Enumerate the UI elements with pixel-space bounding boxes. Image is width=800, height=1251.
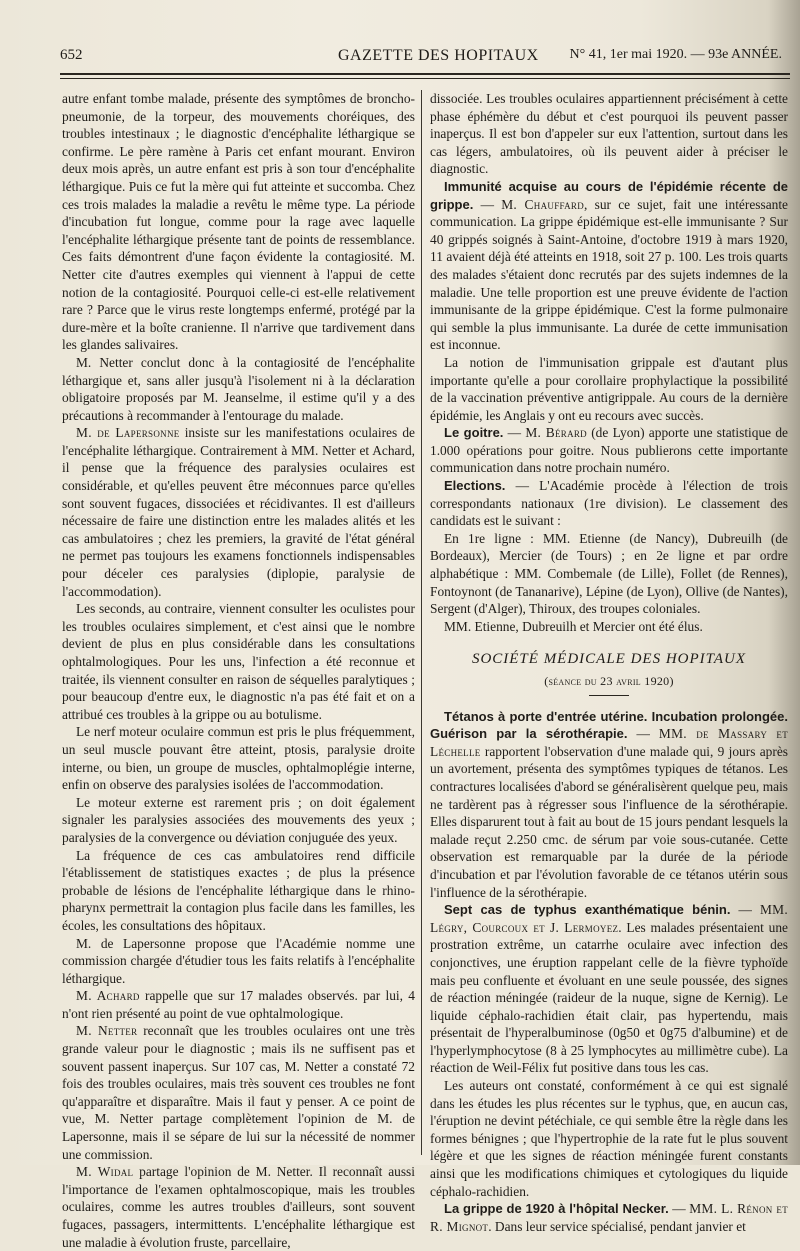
paragraph-text: . Les malades présentaient une prostration extrême, un catarrhe oculaire avec infection des conjonctives, une éruption rappelant celle de la fièvre typhoïde mais peu confluente et évoluant en une seule poussée, des signes de réaction méningée (raideur de la nuque, signe de Kernig). Le liquide céphalo-rachidien était clair, pas hypertendu, mais présentait de l'hyperalbuminose (0g50 et 0g75 d'albumine) et de l'hyperlymphocytose (8 à 25 lymphocytes au millimètre cube). La réaction de Weil-Félix fut positive dans tous les cas. (430, 919, 788, 1076)
right-paragraph-3: La notion de l'immunisation grippale est d'autant plus importante qu'elle a pour corollaire prophylactique la possibilité de la vaccination préventive antigrippale. Au cours de la dernière épidémie, les Anglais y ont eu recours avec succès. (430, 354, 788, 423)
run-in-heading: Tétanos à porte d'entrée utérine. Incubation prolongée. Guérison par la sérothérapie. (430, 708, 788, 742)
right-paragraph-9: Sept cas de typhus exanthématique bénin. — MM. Légry, Courcoux et J. Lermoyez. Les malades présentaient une prostration extrême, un catarrhe oculaire avec infection des conjonctives, une éruption rappelant celle de la fièvre typhoïde mais peu confluente et évoluant en une seule poussée, des signes de réaction méningée (raideur de la nuque, signe de Kernig). Le liquide céphalo-rachidien était clair, pas hypertendu, mais présentait de l'hyperalbuminose (0g50 et 0g75 d'albumine) et de l'hyperlymphocytose (8 à 25 lymphocytes au millimètre cube). La réaction de Weil-Félix fut positive dans tous les cas. (430, 902, 788, 1076)
speaker-name: MM. L. Rénon et R. Mignot (430, 1201, 788, 1234)
issue-info: N° 41, 1er mai 1920. — 93e ANNÉE. (569, 47, 782, 62)
speaker-name: M. Achard (76, 988, 140, 1004)
left-paragraph-7: La fréquence de ces cas ambulatoires rend difficile l'établissement de statistiques exactes ; de plus la présence probable de lésions de l'encéphalite léthargique dans le rhino-pharynx permettrait la contagion plus facile dans les familles, les écoles, les consultations des hôpitaux. (62, 847, 415, 933)
paragraph-text: insiste sur les manifestations oculaires de l'encéphalite léthargique. Contrairement à MM. Netter et Achard, il pense que la fréquence des paralysies oculaires est considérable, et qu'elles peuvent être méconnues parce qu'elles sont souvent fugaces, dissociées et récidivantes. Il est d'ailleurs nécessaire de faire une distinction entre les malades alités et les cas ambulatoires ; chez les premiers, la gravité de l'état général ne permet pas toujours les examens fonctionnels indispensables pour déceler ces paralysies (diplopie, paralysie de l'accommodation). (62, 425, 415, 599)
paragraph-text: partage l'opinion de M. Netter. Il reconnaît aussi l'importance de l'examen ophtalmoscopique, mais les troubles oculaires, comme les autres troubles d'ailleurs, sont souvent fugaces, passagers, intermittents. L'encéphalite léthargique est une maladie à évolution fruste, parcellaire, (62, 1164, 415, 1250)
paragraph-text: rappelle que sur 17 malades observés. par lui, 4 n'ont rien présenté au point de vue ophtalmologique. (62, 988, 415, 1021)
left-paragraph-9 (62, 987, 415, 1022)
run-in-heading: La grippe de 1920 à l'hôpital Necker. (444, 1201, 669, 1217)
left-paragraph-5: Le nerf moteur oculaire commun est pris le plus fréquemment, un seul muscle pouvant être atteint, ptosis, paralysie droite interne, ou bien, un groupe de muscles, ophtalmoplégie interne, enfin on observe des paralysies isolées de l'accommodation. (62, 724, 415, 793)
left-paragraph-4: Les seconds, au contraire, viennent consulter les oculistes pour les troubles oculaires simplement, et c'est ainsi que le nombre devient de plus en plus considérable dans les consultations ophtalmologiques. Pour les uns, l'infection a été reconnue et traitée, ils viennent consulter en raison de séquelles paralytiques ; pour beaucoup d'entre eux, le diagnostic n'a pas été fait et on a attribué ces troubles à la grippe ou au botulisme. (62, 601, 415, 722)
left-paragraph-3 (62, 424, 415, 600)
right-paragraph-6: En 1re ligne : MM. Etienne (de Nancy), Dubreuilh (de Bordeaux), Mercier (de Tours) ; en 2e ligne et par ordre alphabétique : MM. Combemale (de Lille), Follet (de Rennes), Fontoynont (de Tananarive), Lépine (de Lyon), Ollive (de Nantes), Sergent (d'Alger), Thiroux, des troupes coloniales. (430, 530, 788, 617)
header-rule-thin (60, 78, 790, 79)
paragraph-text: (de Lyon) apporte une statistique de 1.000 opérations pour goitre. Nous publierons cette importante communication dans notre prochain numéro. (430, 425, 788, 476)
right-column (430, 90, 788, 1235)
run-in-heading: Le goitre. (444, 425, 504, 441)
seance-date: (séance du 23 avril 1920) (544, 674, 674, 688)
left-column (62, 90, 415, 1251)
right-paragraph-11: La grippe de 1920 à l'hôpital Necker. — MM. L. Rénon et R. Mignot. Dans leur service spécialisé, pendant janvier et (430, 1201, 788, 1234)
right-paragraph-10: Les auteurs ont constaté, conformément à ce qui est signalé dans les études les plus récentes sur le typhus, que, en aucun cas, l'éruption ne devint pétéchiale, ce qui semble être la règle dans les formes bénignes ; que l'hypertrophie de la rate fut le plus souvent légère et que les signes de réaction méningée furent constants ainsi que les modifications chimiques et cytologiques du liquide céphalo-rachidien. (430, 1078, 788, 1199)
section-rule (589, 695, 629, 696)
speaker-name: MM. Légry, Courcoux et J. Lermoyez (430, 902, 788, 935)
paragraph-text: . Dans leur service spécialisé, pendant janvier et (488, 1218, 746, 1234)
page-number: 652 (60, 47, 83, 63)
paragraph-text: , sur ce sujet, fait une intéressante communication. La grippe épidémique est-elle immunisante ? Sur 40 grippés soignés à Saint-Antoine, d'octobre 1919 à mars 1920, 11 avaient déjà été atteints en 1918, soit 27 p. 100. Les trois quarts des malades s'étaient donc recrutés par des sujets indemnes de la maladie. Une telle proportion est une preuve évidente de l'action immunisante de la grippe épidémique. C'est la forme pulmonaire qui semble la plus immunisante. La durée de cette immunisation est inconnue. (430, 196, 788, 353)
speaker-name: M. Chauffard (501, 196, 585, 212)
column-divider (421, 90, 422, 1155)
left-paragraph-11 (62, 1163, 415, 1251)
run-in-heading: Immunité acquise au cours de l'épidémie récente de grippe. (430, 178, 788, 212)
section-title: SOCIÉTÉ MÉDICALE DES HOPITAUX (471, 651, 747, 668)
running-header (60, 42, 790, 72)
speaker-name: MM. de Massary et Léchelle (430, 726, 788, 759)
right-paragraph-4: Le goitre. — M. Bérard (de Lyon) apporte une statistique de 1.000 opérations pour goitre. Nous publierons cette importante communication dans notre prochain numéro. (430, 425, 788, 476)
left-paragraph-1: autre enfant tombe malade, présente des symptômes de broncho-pneumonie, de la torpeur, des mouvements choréiques, des troubles intestinaux ; le diagnostic d'encéphalite léthargique se confirme. Le père ramène à Paris cet enfant mourant. Environ deux mois après, un autre enfant est pris à son tour d'encéphalite léthargique. Puis ce fut la mère qui fut atteinte et succomba. Chez ces trois malades la maladie a revêtu le même type. La période d'incubation fut longue, comme pour la rage avec laquelle l'encéphalite léthargique présente tant de points de ressemblance. Ces faits démontrent d'une façon évidente la contagiosité. M. Netter cite d'autres exemples qui viennent à l'appui de cette notion de la contagiosité. Pourquoi celle-ci est-elle relativement rare ? Parce que le virus reste longtemps enfermé, protégé par la dure-mère et la boîte cranienne. Il n'arrive que tardivement dans les glandes salivaires. (62, 91, 415, 353)
right-paragraph-8: Tétanos à porte d'entrée utérine. Incubation prolongée. Guérison par la sérothérapie. — MM. de Massary et Léchelle rapportent l'observation d'une malade qui, 9 jours après un avortement, présenta des symptômes typiques de tétanos. Les contractures localisées d'abord se généralisèrent quelque peu, mais ne tardèrent pas à régresser sous l'influence de la sérothérapie. Elles disparurent tout à fait au bout de 15 jours pendant lesquels la malade reçut 2.250 cmc. de sérum par voie sous-cutanée. Cette observation est remarquable par la durée de la période d'incubation et par l'évolution favorable de ce tétanos utérin sous l'influence de la sérothérapie. (430, 708, 788, 900)
speaker-name: M. Widal (76, 1164, 134, 1180)
speaker-name: M. Bérard (525, 425, 587, 441)
right-paragraph-1: dissociée. Les troubles oculaires appartiennent précisément à cette phase éphémère du début et c'est pourquoi ils peuvent passer inaperçus. Il est bon d'appeler sur eux l'attention, surtout dans les cas légers, ambulatoires, où ils peuvent aider à préciser le diagnostic. (430, 91, 788, 177)
header-rule-thick (60, 73, 790, 75)
left-paragraph-6: Le moteur externe est rarement pris ; on doit également signaler les paralysies associées des mouvements des yeux ; paralysies de la convergence ou déviation conjuguée des yeux. (62, 794, 415, 845)
paragraph-text: — L'Académie procède à l'élection de trois correspondants nationaux (1re division). Le classement des candidats est le suivant : (430, 478, 788, 529)
run-in-heading: Sept cas de typhus exanthématique bénin. (444, 902, 731, 918)
paragraph-text: rapportent l'observation d'une malade qui, 9 jours après un avortement, présenta des symptômes typiques de tétanos. Les contractures localisées d'abord se généralisèrent quelque peu, mais ne tardèrent pas à régresser sous l'influence de la sérothérapie. Elles disparurent tout à fait au bout de 15 jours pendant lesquels la malade reçut 2.250 cmc. de sérum par voie sous-cutanée. Cette observation est remarquable par la durée de la période d'incubation et par l'évolution favorable de ce tétanos utérin sous l'influence de la sérothérapie. (430, 743, 788, 900)
speaker-name: M. de Lapersonne (76, 425, 180, 441)
paragraph-text: reconnaît que les troubles oculaires ont une très grande valeur pour le diagnostic ; mais ils ne suffisent pas et souvent passent inaperçus. Sur 107 cas, M. Netter a constaté 72 fois des troubles oculaires, mais très souvent ces troubles ne font qu'apparaître et disparaître. Mais il faut y penser. A ce point de vue, M. Netter partage complètement l'opinion de M. de Lapersonne, mais il se sépare de lui sur la nécessité de nommer une commission. (62, 1023, 415, 1162)
left-paragraph-10 (62, 1022, 415, 1163)
run-in-heading: Elections. (444, 478, 506, 494)
journal-title: GAZETTE DES HOPITAUX (338, 47, 539, 64)
right-paragraph-7: MM. Etienne, Dubreuilh et Mercier ont été élus. (444, 618, 703, 634)
right-paragraph-5 (430, 477, 788, 530)
speaker-name: M. Netter (76, 1023, 138, 1039)
left-paragraph-2: M. Netter conclut donc à la contagiosité de l'encéphalite léthargique et, sans aller jusqu'à l'isolement ni à la déclaration obligatoire proposés par M. Jeanselme, il estime qu'il y a des précautions à recommander à l'entourage du malade. (62, 354, 415, 423)
right-paragraph-2: Immunité acquise au cours de l'épidémie récente de grippe. — M. Chauffard, sur ce sujet, fait une intéressante communication. La grippe épidémique est-elle immunisante ? Sur 40 grippés soignés à Saint-Antoine, d'octobre 1919 à mars 1920, 11 avaient déjà été atteints en 1918, soit 27 p. 100. Les trois quarts des malades s'étaient donc recrutés par des sujets indemnes de la maladie. Une telle proportion est une preuve évidente de l'action immunisante de la grippe épidémique. C'est la forme pulmonaire qui semble la plus immunisante. La durée de cette immunisation est inconnue. (430, 178, 788, 353)
left-paragraph-8: M. de Lapersonne propose que l'Académie nomme une commission chargée d'étudier tous les faits relatifs à l'encéphalite léthargique. (62, 935, 415, 986)
